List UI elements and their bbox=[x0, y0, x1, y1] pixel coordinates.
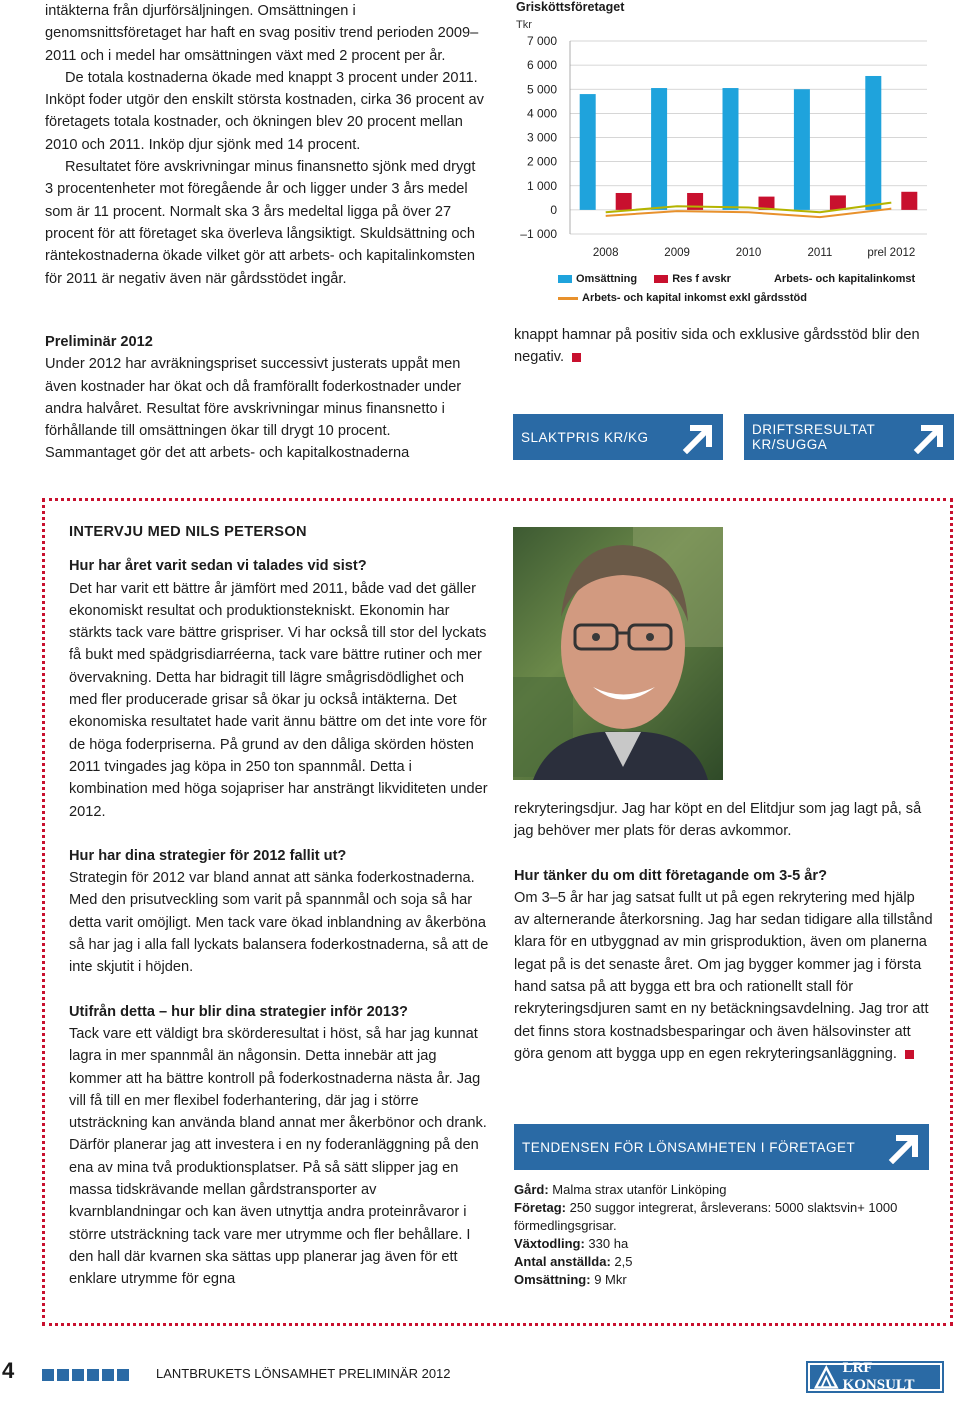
legend-res bbox=[654, 273, 731, 285]
legend-aki-label: Arbets- och kapitalinkomst bbox=[773, 273, 916, 285]
page-number: 4 bbox=[2, 1358, 15, 1383]
fact-omsattning-value: 9 Mkr bbox=[594, 1272, 627, 1287]
driftsresultat-label: DRIFTSRESULTAT KR/SUGGA bbox=[752, 422, 876, 452]
chart-y-unit-label: Tkr bbox=[516, 19, 532, 31]
chart-bar-res-f-avskr bbox=[901, 192, 917, 210]
interview-answer-2: Strategin för 2012 var bland annat att sänka foderkostnaderna. Med den prisutveckling som varit på spannmål och soja så har detta varit omöjligt. Men tack vare ökad inblandning av åkerböna så har jag i alla fall lyckats balansera foderkostnaderna, så att de inte skjutit i höjden. bbox=[69, 870, 489, 976]
preliminar-paragraph: Under 2012 har avräkningspriset successivt justerats uppåt men även kostnader har ökat och då framförallt foderkostnader under andra halvåret. Resultat före avskrivningar minus finansnetto i förhållande till omsättningen ökar till drygt 10 procent. Sammantaget gör det att arbets- och kapitalkostnaderna bbox=[45, 356, 462, 462]
chart-y-tick-label: 2 000 bbox=[526, 154, 557, 169]
portrait-illustration bbox=[513, 527, 723, 780]
fact-vaxtodling bbox=[514, 1235, 904, 1253]
preliminar-section bbox=[45, 331, 485, 465]
interview-question-1: Hur har året varit sedan vi talades vid sist? bbox=[69, 558, 367, 575]
preliminar-heading: Preliminär 2012 bbox=[45, 334, 153, 350]
chart-y-tick-label: 4 000 bbox=[526, 106, 557, 121]
farm-facts bbox=[514, 1181, 904, 1289]
chart-y-tick-label: 0 bbox=[550, 202, 557, 217]
fact-anstallda-label: Antal anställda: bbox=[514, 1254, 611, 1269]
footer-squares bbox=[42, 1368, 132, 1386]
chart-title: Grisköttsföretaget bbox=[516, 0, 625, 14]
interview-title: INTERVJU MED NILS PETERSON bbox=[69, 524, 307, 540]
chart-y-tick-label: 6 000 bbox=[526, 58, 557, 73]
legend-aki bbox=[774, 273, 915, 285]
legend-omsattning bbox=[558, 273, 637, 285]
legend-res-swatch bbox=[654, 275, 668, 283]
fact-vaxtodling-value: 330 ha bbox=[588, 1236, 629, 1251]
footer-square bbox=[87, 1369, 99, 1381]
fact-gard bbox=[514, 1181, 904, 1199]
chart-bar-oms-ttning bbox=[580, 94, 596, 210]
chart-legend-row-1 bbox=[558, 273, 942, 285]
interview-question-4: Hur tänker du om ditt företagande om 3-5 år? bbox=[514, 867, 827, 884]
footer-square bbox=[72, 1369, 84, 1381]
chart-y-tick-label: 3 000 bbox=[526, 130, 557, 145]
fact-anstallda bbox=[514, 1253, 904, 1271]
arrow-up-right-icon bbox=[681, 420, 715, 454]
interview-question-2: Hur har dina strategier för 2012 fallit ut? bbox=[69, 847, 347, 864]
interview-answer-1: Det har varit ett bättre år jämfört med 2011, både vad det gäller ekonomiskt resultat och produktionstekniskt. Ekonomin har stärkts tack vare bättre grispriser. Vi har också till stor del lyckats få bukt med spädgrisdiarréerna, tack vare bättre rutiner och mer övervakning. Detta har bidragit till lägre smågrisdödlighet och med fler producerade grisar så ökar ju också intäkterna. Det ekonomiska resultatet hade varit ännu bättre om det inte vore för de höga foderpriserna. På grund av den dåliga skörden hösten 2011 tvingades jag köpa in 250 ton spannmål. Detta i kombination med höga sojapriser har ansträngt likviditeten under 2012. bbox=[69, 580, 488, 820]
intro-paragraph-1: intäkterna från djurförsäljningen. Omsättningen i genomsnittsföretaget har haft en svag positiv trend perioden 2009–2011 och i medel har omsättningen växt med 2 procent per år. bbox=[45, 3, 479, 64]
chart-x-tick-label: 2010 bbox=[735, 247, 762, 259]
chart-bar-oms-ttning bbox=[651, 88, 667, 210]
chart-x-tick-label: 2009 bbox=[664, 247, 690, 259]
chart-x-tick-label: 2011 bbox=[807, 247, 833, 259]
legend-res-label: Res f avskr bbox=[672, 273, 731, 285]
tendensen-link[interactable] bbox=[514, 1124, 929, 1170]
chart-bar-oms-ttning bbox=[794, 89, 810, 210]
chart-y-tick-label: 7 000 bbox=[526, 34, 557, 48]
end-marker-icon bbox=[572, 353, 581, 362]
chart-svg bbox=[512, 0, 942, 310]
fact-gard-label: Gård: bbox=[514, 1182, 549, 1197]
fact-omsattning-label: Omsättning: bbox=[514, 1272, 591, 1287]
end-marker-icon bbox=[905, 1050, 914, 1059]
fact-omsattning bbox=[514, 1271, 904, 1289]
interview-right-column bbox=[514, 798, 934, 1065]
fact-foretag bbox=[514, 1199, 904, 1235]
interview-answer-3: Tack vare ett väldigt bra skörderesultat i höst, så har jag kunnat lagra in mer spannmål än någonsin. Detta innebär att jag kommer att ha bättre kontroll på foderkostnaderna nästa år. Jag vill få till en mer flexibel foderhantering, där jag i större utsträckning kan använda bland annat mer åkerbönor och drank. Därför planerar jag att investera i en ny foderanläggning på den ena av mina två produktionsplatser. På så sätt slipper jag en massa tidskrävande mellan gårdstransporter av kvarnblandningar och kan även utnyttja andra proteinråvaror i större utsträckning tack vare mer utrymme och fler behållare. I den hall där kvarnen ska sättas upp planerar jag även för ett enklare utrymme för egna bbox=[69, 1025, 487, 1288]
right-continuation bbox=[514, 324, 954, 369]
interview-answer-4 bbox=[514, 887, 934, 1065]
intro-paragraph-2: De totala kostnaderna ökade med knappt 3 procent under 2011. Inköpt foder utgör den enskilt största kostnaden, cirka 36 procent av företagets totala kostnader, och ökningen blev 20 procent mellan 2010 och 2011. Inköp djur sjönk med 14 procent. bbox=[45, 69, 484, 153]
intro-paragraph-3: Resultatet före avskrivningar minus finansnetto sjönk med drygt 3 procentenheter mot föregående år och ligger under 3 års medel som är 11 procent. Normalt ska 3 års medeltal ligga på över 27 procent för att företaget ska överleva långsiktigt. Skuldsättning och räntekostnaderna ökade vilket gör att arbets- och kapitalinkomsten för 2011 är negativ även när gårdsstödet ingår. bbox=[45, 159, 476, 287]
chart-y-tick-label: –1 000 bbox=[520, 227, 557, 241]
fact-foretag-value: 250 suggor integrerat, årsleverans: 5000 slaktsvin+ 1000 förmedlingsgrisar. bbox=[514, 1200, 898, 1233]
footer-square bbox=[102, 1369, 114, 1381]
intro-column bbox=[45, 0, 485, 290]
chart-container bbox=[512, 0, 942, 310]
fact-anstallda-value: 2,5 bbox=[614, 1254, 633, 1269]
chart-x-tick-label: prel 2012 bbox=[867, 247, 916, 259]
interview-question-3: Utifrån detta – hur blir dina strategier inför 2013? bbox=[69, 1003, 408, 1020]
slaktpris-label: SLAKTPRIS KR/KG bbox=[521, 429, 649, 445]
tendensen-label: TENDENSEN FÖR LÖNSAMHETEN I FÖRETAGET bbox=[522, 1139, 856, 1155]
fact-gard-value: Malma strax utanför Linköping bbox=[552, 1182, 727, 1197]
footer-square bbox=[117, 1369, 129, 1381]
chart-legend-row-2 bbox=[558, 292, 807, 304]
driftsresultat-link[interactable] bbox=[744, 414, 954, 460]
arrow-up-right-icon bbox=[912, 420, 946, 454]
chart-bar-oms-ttning bbox=[723, 88, 739, 210]
fact-foretag-label: Företag: bbox=[514, 1200, 566, 1215]
legend-aki-exkl-swatch bbox=[558, 297, 578, 300]
footer-square bbox=[57, 1369, 69, 1381]
arrow-up-right-icon bbox=[887, 1130, 921, 1164]
chart-bar-res-f-avskr bbox=[616, 193, 632, 210]
chart-x-tick-label: 2008 bbox=[592, 247, 619, 259]
interview-left-column bbox=[69, 521, 489, 1291]
chart-bar-res-f-avskr bbox=[830, 195, 846, 209]
legend-aki-exkl bbox=[558, 292, 807, 304]
lrf-logo-text: LRF KONSULT bbox=[842, 1360, 915, 1393]
footer-square bbox=[42, 1369, 54, 1381]
legend-omsattning-swatch bbox=[558, 275, 572, 283]
legend-aki-exkl-label: Arbets- och kapital inkomst exkl gårdsstöd bbox=[582, 292, 807, 304]
slaktpris-link[interactable] bbox=[513, 414, 723, 460]
footer-publication: LANTBRUKETS LÖNSAMHET PRELIMINÄR 2012 bbox=[156, 1366, 451, 1381]
chart-line-arbets-kapitalinkomst bbox=[606, 203, 892, 213]
chart-bar-oms-ttning bbox=[865, 76, 881, 210]
portrait-photo bbox=[513, 527, 723, 780]
right-continuation-text: knappt hamnar på positiv sida och exklusive gårdsstöd blir den negativ. bbox=[514, 327, 920, 366]
lrf-logo-icon bbox=[814, 1364, 839, 1390]
lrf-konsult-logo bbox=[806, 1361, 944, 1393]
chart-y-tick-label: 1 000 bbox=[526, 178, 557, 193]
legend-omsattning-label: Omsättning bbox=[576, 273, 638, 285]
interview-answer-4-text: Om 3–5 år har jag satsat fullt ut på egen rekrytering med hjälp av alternerande återkorsning. Jag har sedan tidigare alla tillstånd klara för en utbyggnad av min grisproduktion, även om planerna legat på is det senaste året. Om jag bygger kommer jag i första hand satsa på att bygga ett bra och rationellt stall för rekryteringsdjuren samt en ny betäckningsavdelning. Jag tror att det finns stora kostnadsbesparingar och även hälsovinster att göra genom att bygga upp en egen rekryteringsanläggning. bbox=[514, 889, 933, 1062]
interview-answer-3-continued: rekryteringsdjur. Jag har köpt en del Elitdjur som jag lagt på, så jag behöver mer plats för deras avkommor. bbox=[514, 801, 922, 840]
fact-vaxtodling-label: Växtodling: bbox=[514, 1236, 585, 1251]
chart-y-tick-label: 5 000 bbox=[526, 82, 557, 97]
